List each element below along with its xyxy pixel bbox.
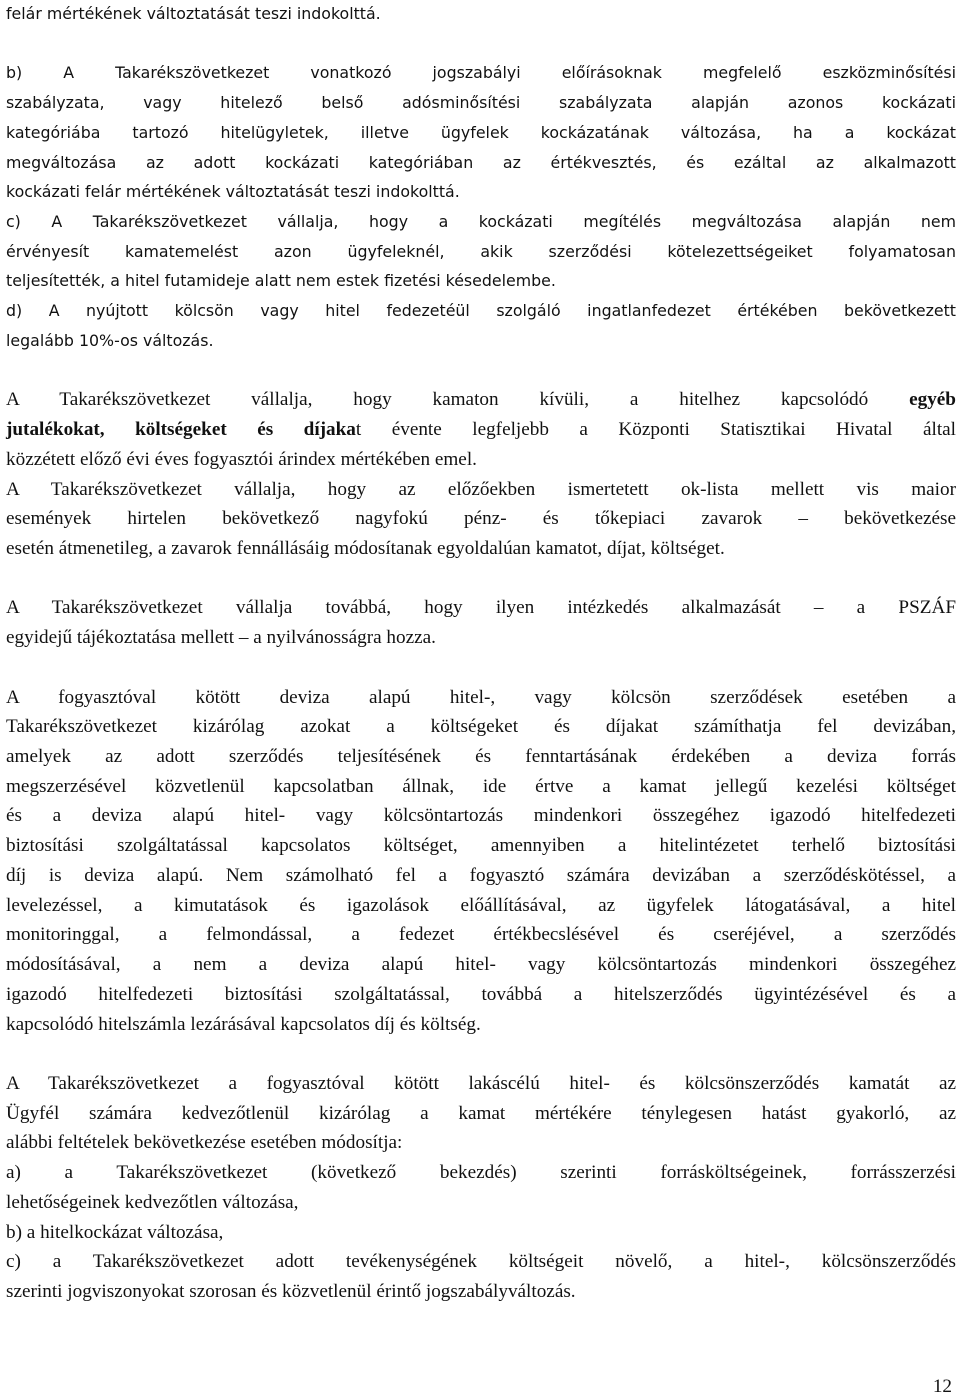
text-line (6, 565, 956, 593)
text-line: szerinti jogviszonyokat szorosan és közvetlenül érintő jogszabályváltozás. (6, 1281, 576, 1302)
text-line (6, 357, 956, 385)
text-line: monitoringgal, a felmondással, a fedezet értékbecslésével és cseréjével, a szerződés (6, 924, 956, 946)
text-line: d) A nyújtott kölcsön vagy hitel fedezetéül szolgáló ingatlanfedezet értékében bekövetkezett (6, 301, 956, 321)
text-line: kapcsolódó hitelszámla lezárásával kapcsolatos díj és költség. (6, 1013, 481, 1035)
text-line: b) A Takarékszövetkezet vonatkozó jogszabályi előírásoknak megfelelő eszközminősítési (6, 63, 956, 83)
text-line: legalább 10%-os változás. (6, 330, 214, 350)
text-line: közzétett előző évi éves fogyasztói árindex mértékében emel. (6, 448, 477, 470)
text-line: megszerzésével közvetlenül kapcsolatban állnak, ide értve a kamat jellegű kezelési költséget (6, 775, 956, 797)
text-line: és a deviza alapú hitel- vagy kölcsöntartozás mindenkori összegéhez igazodó hitelfedezeti (6, 805, 956, 827)
text-line: díj is deviza alapú. Nem számolható fel a fogyasztó számára devizában a szerződéskötéssel, a (6, 864, 956, 886)
text-line (6, 654, 956, 682)
text-line: kockázati felár mértékének változtatását teszi indokolttá. (6, 182, 460, 202)
text-line: megváltozása az adott kockázati kategóriában az értékvesztés, és ezáltal az alkalmazott (6, 152, 956, 172)
text-line: jutalékokat, költségeket és díjakat évente legfeljebb a Központi Statisztikai Hivatal által (6, 419, 956, 441)
text-line: A Takarékszövetkezet vállalja, hogy az előzőekben ismertetett ok-lista mellett vis maior (6, 478, 956, 500)
text-line: esetén átmenetileg, a zavarok fennállásáig módosítanak egyoldalúan kamatot, díjat, költséget. (6, 537, 725, 559)
text-line: A Takarékszövetkezet vállalja továbbá, hogy ilyen intézkedés alkalmazását – a PSZÁF (6, 597, 956, 619)
text-line: szabályzata, vagy hitelező belső adósminősítési szabályzata alapján azonos kockázati (6, 93, 956, 113)
text-line (6, 1040, 956, 1068)
text-line: amelyek az adott szerződés teljesítésének és fenntartásának érdekében a deviza forrás (6, 746, 956, 768)
text-line: c) A Takarékszövetkezet vállalja, hogy a kockázati megítélés megváltozása alapján nem (6, 212, 956, 232)
text-line: egyidejű tájékoztatása mellett – a nyilvánosságra hozza. (6, 627, 436, 649)
text-line: kategóriába tartozó hitelügyletek, illetve ügyfelek kockázatának változása, ha a kockázat (6, 122, 956, 142)
text-line: érvényesít kamatemelést azon ügyfeleknél, akik szerződési kötelezettségeiket folyamatosan (6, 241, 956, 261)
text-line: A Takarékszövetkezet vállalja, hogy kamaton kívüli, a hitelhez kapcsolódó egyéb (6, 389, 956, 411)
text-line: biztosítási szolgáltatással kapcsolatos költséget, amennyiben a hitelintézetet terhelő biztosítási (6, 835, 956, 857)
text-line: b) a hitelkockázat változása, (6, 1221, 224, 1243)
text-line: igazodó hitelfedezeti biztosítási szolgáltatással, továbbá a hitelszerződés ügyintézésével és a (6, 983, 956, 1005)
text-line: Takarékszövetkezet kizárólag azokat a költségeket és díjakat számíthatja fel devizában, (6, 716, 956, 738)
text-line: Ügyfél számára kedvezőtlenül kizárólag a kamat mértékére ténylegesen hatást gyakorló, az (6, 1102, 956, 1124)
text-line: A Takarékszövetkezet a fogyasztóval kötött lakáscélú hitel- és kölcsönszerződés kamatát az (6, 1072, 956, 1094)
text-line: teljesítették, a hitel futamideje alatt nem estek fizetési késedelembe. (6, 271, 556, 291)
text-line: levelezéssel, a kimutatások és igazolások előállításával, az ügyfelek látogatásával, a hitel (6, 894, 956, 916)
text-line: lehetőségeinek kedvezőtlen változása, (6, 1191, 299, 1213)
page-number: 12 (932, 1376, 952, 1397)
text-line: A fogyasztóval kötött deviza alapú hitel-, vagy kölcsön szerződések esetében a (6, 686, 956, 708)
text-line: alábbi feltételek bekövetkezése esetében módosítja: (6, 1132, 403, 1154)
text-line: felár mértékének változtatását teszi indokolttá. (6, 4, 381, 23)
text-line: módosításával, a nem a deviza alapú hitel- vagy kölcsöntartozás mindenkori összegéhez (6, 954, 956, 976)
text-line: események hirtelen bekövetkező nagyfokú pénz- és tőkepiaci zavarok – bekövetkezése (6, 508, 956, 530)
text-line: c) a Takarékszövetkezet adott tevékenységének költségeit növelő, a hitel-, kölcsönszerződés (6, 1251, 956, 1273)
text-line (6, 30, 956, 58)
text-line: a) a Takarékszövetkezet (következő bekezdés) szerinti forrásköltségeinek, forrásszerzési (6, 1162, 956, 1184)
